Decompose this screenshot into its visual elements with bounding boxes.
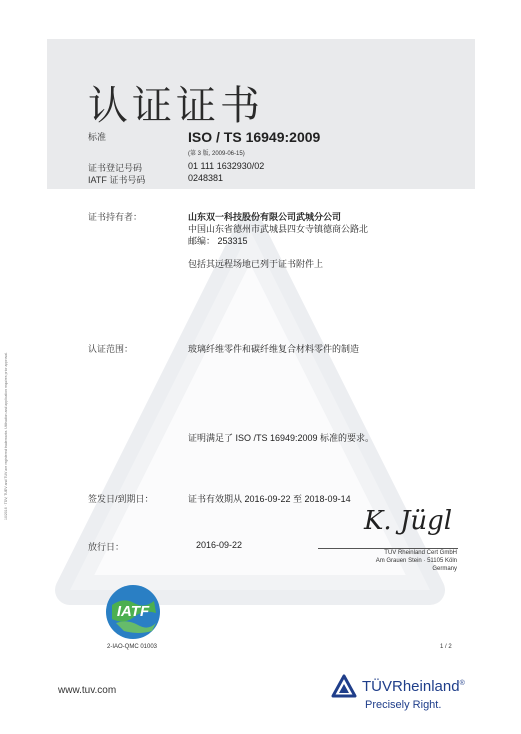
scope-value: 玻璃纤维零件和碳纤维复合材料零件的制造 bbox=[188, 344, 360, 354]
reg-no-label: 证书登记号码 bbox=[88, 163, 143, 173]
iatf-caption: 2-IAO-QMC 01003 bbox=[107, 644, 158, 650]
issuer-name: TÜV Rheinland Cert GmbH bbox=[384, 550, 457, 556]
issue-label: 放行日： bbox=[88, 542, 125, 552]
issuer-street: Am Grauen Stein · 51105 Köln bbox=[375, 558, 457, 564]
issuer-country: Germany bbox=[432, 566, 457, 572]
standard-edition: (第 3 版, 2009-06-15) bbox=[188, 151, 245, 157]
issuer-block bbox=[340, 549, 457, 573]
iatf-no-label: IATF 证书号码 bbox=[88, 175, 146, 185]
reg-no-value: 01 111 1632930/02 bbox=[188, 161, 265, 171]
issue-date: 2016-09-22 bbox=[196, 540, 243, 550]
scope-label: 认证范围： bbox=[88, 344, 134, 354]
holder-address: 中国山东省德州市武城县四女寺镇德商公路北 bbox=[188, 224, 369, 234]
validity-value: 证书有效期从 2016-09-22 至 2018-09-14 bbox=[188, 494, 351, 504]
tuv-triangle-icon bbox=[331, 674, 357, 698]
remote-sites-note: 包括其远程场地已列于证书附件上 bbox=[188, 259, 324, 269]
tuv-brand bbox=[362, 678, 465, 695]
standard-value: ISO / TS 16949:2009 bbox=[188, 129, 321, 145]
holder-postcode: 邮编： 253315 bbox=[188, 236, 248, 246]
holder-name: 山东双一科技股份有限公司武城分公司 bbox=[188, 212, 342, 222]
tuv-brand-name: TÜVRheinland bbox=[362, 678, 460, 695]
iatf-logo-text: IATF bbox=[116, 603, 150, 620]
iatf-no-value: 0248381 bbox=[188, 173, 224, 183]
side-note: 10/2016 · TÜV, TUEV and TUV are registered trademarks. Utilisation and application requires prior approval. bbox=[4, 352, 8, 520]
holder-label: 证书持有者： bbox=[88, 212, 143, 222]
conformity-statement: 证明满足了 ISO /TS 16949:2009 标准的要求。 bbox=[188, 433, 375, 443]
validity-label: 签发日/到期日： bbox=[88, 494, 154, 504]
website-link[interactable]: www.tuv.com bbox=[58, 685, 117, 696]
signature: K. Jügl bbox=[364, 506, 453, 536]
tuv-registered-mark: ® bbox=[459, 680, 465, 687]
certificate-title: 认证证书 bbox=[88, 83, 264, 129]
tuv-slogan: Precisely Right. bbox=[365, 699, 442, 711]
page-number: 1 / 2 bbox=[440, 644, 452, 650]
standard-label: 标准 bbox=[88, 132, 107, 142]
iatf-logo bbox=[104, 583, 162, 641]
